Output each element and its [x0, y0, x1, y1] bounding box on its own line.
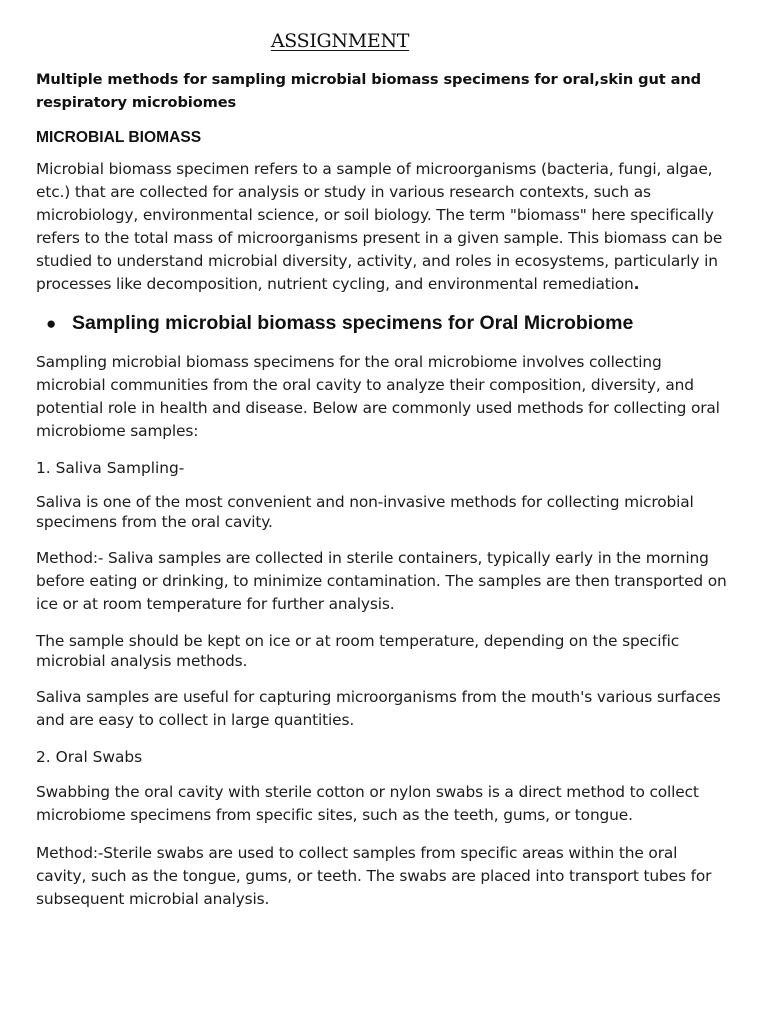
bullet-heading-oral-microbiome [36, 311, 732, 336]
saliva-paragraph-3: The sample should be kept on ice or at room temperature, depending on the specific microbial analysis methods. [36, 632, 680, 670]
swabs-paragraph-2: Method:-Sterile swabs are used to collect samples from specific areas within the oral cavity, such as the tongue, gums, or teeth. The swabs are placed into transport tubes for subsequent microbial analysis. [36, 844, 712, 908]
saliva-paragraph-2: Method:- Saliva samples are collected in sterile containers, typically early in the morning before eating or drinking, to minimize contamination. The samples are then transported on ice or at room temperature for further analysis. [36, 549, 727, 613]
document-title: ASSIGNMENT [270, 30, 410, 52]
section-heading-microbial-biomass: MICROBIAL BIOMASS [36, 129, 202, 146]
document-subtitle: Multiple methods for sampling microbial biomass specimens for oral,skin gut and respiratory microbiomes [36, 71, 701, 111]
bullet-icon: ● [46, 314, 57, 333]
saliva-sampling-heading: 1. Saliva Sampling- [36, 459, 185, 477]
swabs-paragraph-1: Swabbing the oral cavity with sterile cotton or nylon swabs is a direct method to collect microbiome specimens from specific sites, such as the teeth, gums, or tongue. [36, 783, 699, 824]
intro-paragraph [36, 158, 732, 296]
intro-paragraph-period: . [633, 275, 640, 293]
bullet-heading-text: Sampling microbial biomass specimens for Oral Microbiome [72, 312, 634, 334]
saliva-paragraph-4: Saliva samples are useful for capturing microorganisms from the mouth's various surfaces and are easy to collect in large quantities. [36, 688, 721, 729]
oral-intro-paragraph: Sampling microbial biomass specimens for the oral microbiome involves collecting microbial communities from the oral cavity to analyze their composition, diversity, and potential role in health and disease. Below are commonly used methods for collecting oral microbiome samples: [36, 353, 720, 440]
oral-swabs-heading: 2. Oral Swabs [36, 748, 143, 766]
document-page [36, 30, 732, 926]
intro-paragraph-text: Microbial biomass specimen refers to a sample of microorganisms (bacteria, fungi, algae, etc.) that are collected for analysis or study in various research contexts, such as microbiology, environmental science, or soil biology. The term "biomass" here specifically refers to the total mass of microorganisms present in a given sample. This biomass can be studied to understand microbial diversity, activity, and roles in ecosystems, particularly in processes like decomposition, nutrient cycling, and environmental remediation [36, 160, 723, 293]
saliva-paragraph-1: Saliva is one of the most convenient and non-invasive methods for collecting microbial specimens from the oral cavity. [36, 493, 694, 531]
